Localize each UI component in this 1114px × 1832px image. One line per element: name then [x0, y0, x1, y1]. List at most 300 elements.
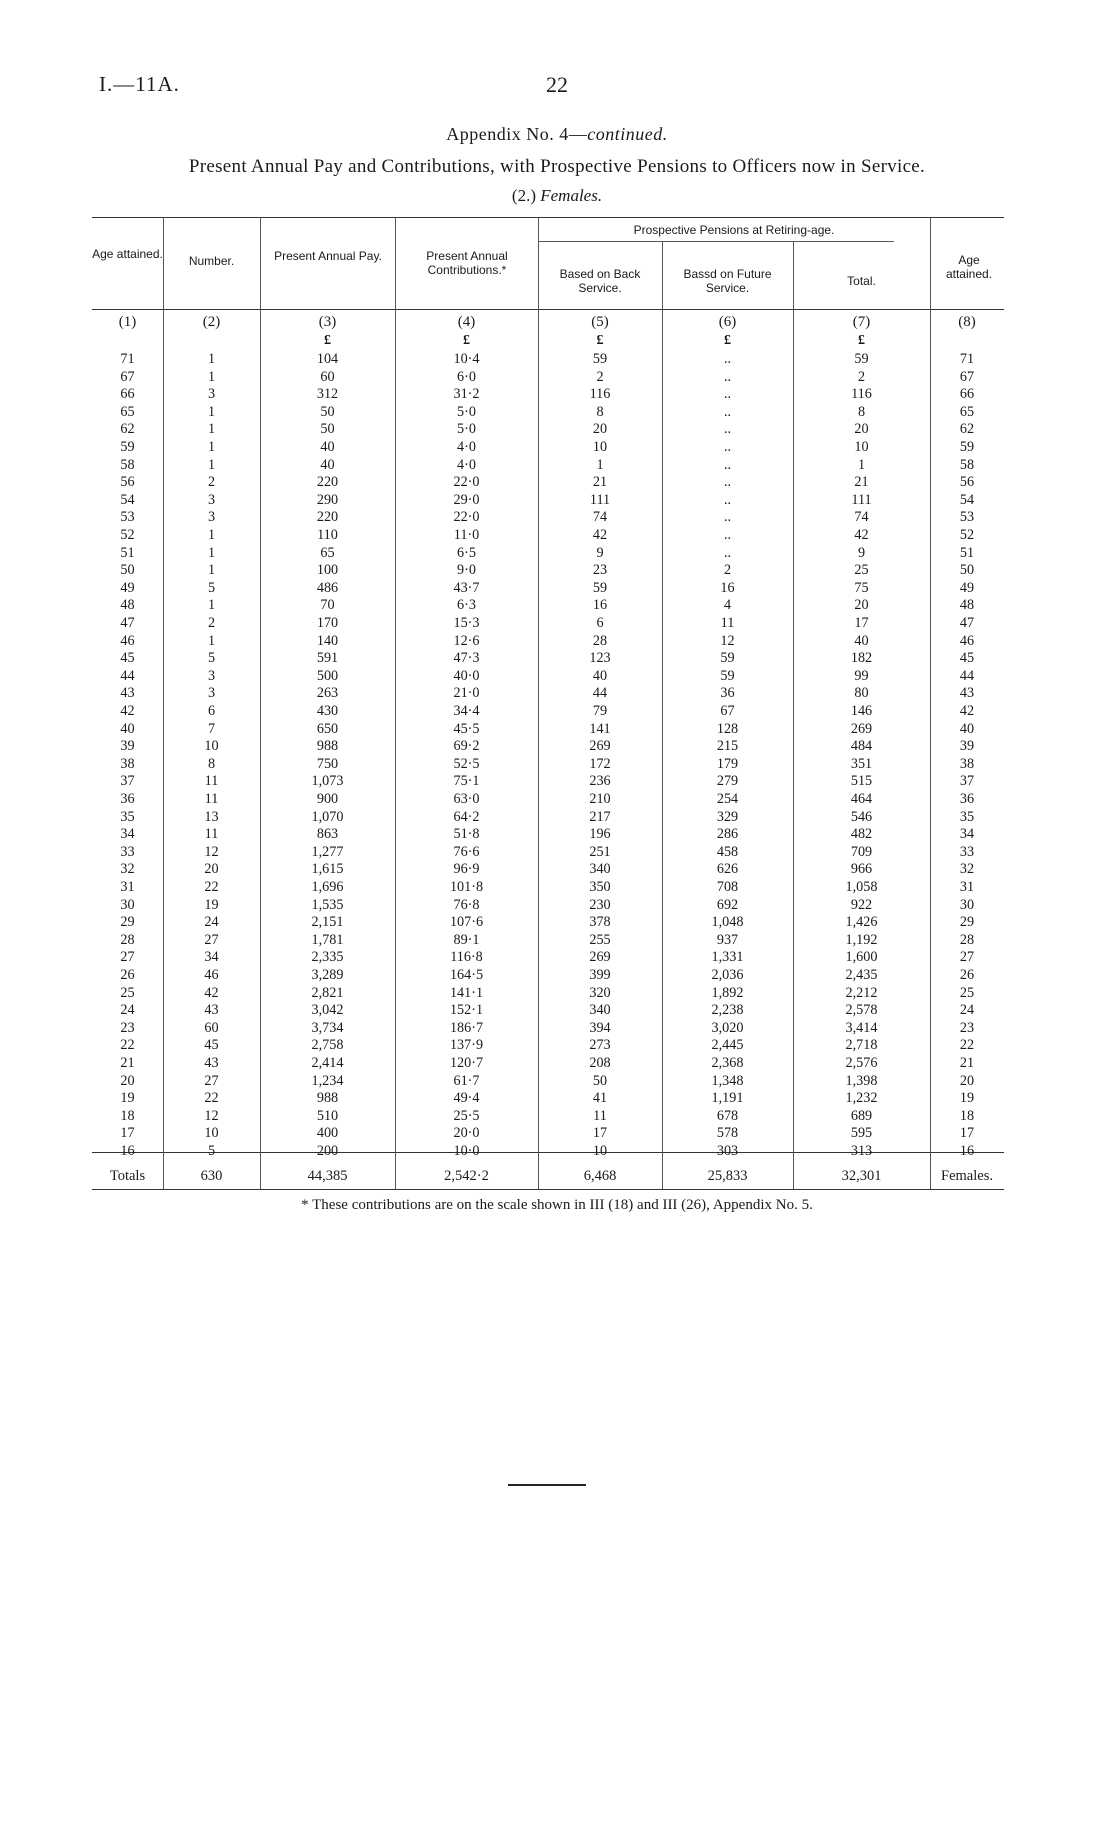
- cell-age: 66: [120, 386, 135, 403]
- cell-back-service: 172: [589, 755, 611, 772]
- header-total: Total.: [847, 274, 876, 288]
- cell-pay: 2,414: [311, 1055, 344, 1071]
- cell-number: 60: [204, 1019, 219, 1036]
- cell-age-right: 45: [959, 650, 975, 667]
- cell-age-right: 42: [959, 703, 975, 719]
- cell-age-right: 53: [959, 509, 975, 526]
- cell-contributions: 6·3: [457, 597, 476, 614]
- cell-pay: 50: [320, 421, 335, 438]
- cell-age: 36: [120, 791, 135, 807]
- cell-age-right: 31: [959, 879, 975, 895]
- cell-age: 62: [120, 421, 135, 438]
- cell-age-right: 38: [959, 755, 975, 772]
- cell-future-service: 36: [720, 685, 735, 702]
- table-row: [92, 580, 1004, 597]
- cell-age: 31: [120, 879, 135, 895]
- cell-pay: 510: [316, 1107, 339, 1124]
- cell-future-service: 937: [716, 931, 739, 948]
- cell-total: 59: [854, 351, 869, 367]
- subtitle-text: Females.: [540, 186, 603, 205]
- cell-pay: 1,696: [311, 879, 344, 895]
- cell-future-service: 279: [716, 773, 739, 790]
- column-number-6: (6): [718, 314, 737, 330]
- cell-total: 75: [854, 579, 869, 596]
- cell-age: 30: [120, 896, 135, 913]
- cell-pay: 988: [316, 1090, 339, 1107]
- cell-pay: 40: [320, 439, 335, 455]
- cell-pay: 2,151: [311, 914, 344, 931]
- cell-pay: 863: [316, 826, 339, 843]
- cell-total: 1: [857, 456, 866, 473]
- cell-age: 67: [120, 368, 135, 385]
- cell-total: 1,398: [845, 1072, 878, 1089]
- cell-contributions: 6·0: [457, 368, 476, 385]
- cell-contributions: 186·7: [449, 1019, 484, 1036]
- cell-contributions: 5·0: [457, 421, 476, 438]
- cell-total: 1,232: [845, 1090, 878, 1107]
- cell-future-service: 1,331: [711, 949, 744, 966]
- cell-age-right: 33: [959, 843, 975, 860]
- cell-age: 32: [120, 861, 135, 878]
- cell-total: 111: [851, 491, 872, 508]
- cell-number: 1: [207, 562, 216, 579]
- cell-pay: 65: [320, 544, 335, 561]
- cell-number: 46: [204, 967, 219, 983]
- cell-back-service: 208: [589, 1055, 611, 1071]
- cell-pay: 50: [320, 403, 335, 420]
- cell-back-service: 378: [589, 914, 611, 931]
- cell-total: 20: [854, 597, 869, 614]
- currency-contributions: £: [463, 333, 470, 348]
- cell-back-service: 111: [589, 491, 611, 508]
- cell-age: 71: [120, 351, 135, 367]
- cell-total: 17: [854, 615, 869, 631]
- cell-age-right: 47: [959, 615, 975, 631]
- cell-pay: 486: [316, 579, 339, 596]
- cell-age-right: 24: [959, 1002, 975, 1019]
- cell-contributions: 22·0: [453, 474, 480, 491]
- cell-age: 59: [120, 439, 135, 455]
- header-number: Number.: [188, 254, 235, 268]
- cell-age-right: 66: [959, 386, 975, 403]
- table-row: [92, 756, 1004, 773]
- cell-future-service: ..: [723, 509, 732, 526]
- cell-future-service: 59: [720, 667, 735, 684]
- table-row: [92, 826, 1004, 843]
- cell-back-service: 269: [589, 738, 611, 755]
- cell-number: 8: [207, 755, 216, 772]
- cell-age: 20: [120, 1072, 135, 1089]
- cell-age-right: 59: [959, 439, 975, 455]
- cell-total: 3,414: [845, 1019, 878, 1036]
- cell-pay: 60: [320, 368, 335, 385]
- pensions-group-rule: [538, 241, 894, 242]
- cell-back-service: 44: [592, 685, 608, 702]
- cell-age: 27: [120, 949, 135, 966]
- cell-age-right: 35: [959, 808, 975, 825]
- currency-total: £: [858, 333, 865, 348]
- pension-table: [92, 217, 1004, 1190]
- cell-age-right: 56: [959, 474, 975, 491]
- cell-total: 80: [854, 685, 869, 702]
- cell-contributions: 116·8: [450, 949, 483, 966]
- cell-back-service: 2: [596, 368, 604, 385]
- cell-contributions: 96·9: [453, 861, 480, 878]
- cell-back-service: 255: [589, 931, 611, 948]
- cell-age: 24: [120, 1002, 135, 1019]
- column-number-8: (8): [958, 314, 976, 330]
- cell-age-right: 67: [959, 368, 975, 385]
- cell-number: 22: [204, 879, 219, 895]
- table-row: [92, 1090, 1004, 1107]
- cell-back-service: 394: [589, 1019, 611, 1036]
- cell-age: 25: [120, 984, 135, 1001]
- cell-total: 2,576: [845, 1055, 878, 1071]
- totals-label: Totals: [109, 1168, 146, 1184]
- table-bottom-rule: [92, 1189, 1004, 1190]
- cell-contributions: 22·0: [453, 509, 480, 526]
- cell-contributions: 49·4: [453, 1090, 480, 1107]
- cell-contributions: 20·0: [453, 1125, 480, 1142]
- cell-total: 515: [850, 773, 873, 790]
- cell-back-service: 10: [592, 1143, 608, 1159]
- table-row: [92, 509, 1004, 526]
- column-number-2: (2): [202, 314, 221, 330]
- column-number-5: (5): [591, 314, 609, 330]
- cell-back-service: 21: [592, 474, 608, 491]
- cell-age: 23: [120, 1019, 135, 1036]
- cell-back-service: 1: [596, 456, 604, 473]
- cell-age: 58: [120, 456, 135, 473]
- table-row: [92, 615, 1004, 632]
- cell-contributions: 52·5: [453, 755, 480, 772]
- table-row: [92, 421, 1004, 438]
- table-row: [92, 439, 1004, 456]
- table-row: [92, 791, 1004, 808]
- cell-age-right: 21: [959, 1055, 975, 1071]
- cell-number: 12: [204, 843, 219, 860]
- cell-age: 45: [120, 650, 135, 667]
- footnote: * These contributions are on the scale shown in III (18) and III (26), Appendix No. 5.: [301, 1197, 813, 1213]
- cell-total: 1,426: [845, 914, 878, 931]
- cell-number: 11: [204, 773, 219, 790]
- table-row: [92, 1037, 1004, 1054]
- cell-contributions: 141·1: [449, 984, 484, 1001]
- cell-age: 42: [120, 703, 135, 719]
- cell-contributions: 25·5: [453, 1107, 480, 1124]
- cell-back-service: 340: [589, 861, 611, 878]
- cell-age-right: 29: [959, 914, 975, 931]
- cell-total: 74: [854, 509, 869, 526]
- cell-total: 9: [857, 544, 866, 561]
- table-row: [92, 650, 1004, 667]
- table-row: [92, 633, 1004, 650]
- cell-back-service: 16: [592, 597, 608, 614]
- cell-contributions: 29·0: [453, 491, 480, 508]
- cell-pay: 1,535: [311, 896, 344, 913]
- cell-future-service: ..: [723, 351, 732, 367]
- cell-total: 922: [850, 896, 873, 913]
- cell-back-service: 79: [592, 703, 608, 719]
- cell-number: 1: [207, 351, 216, 367]
- table-row: [92, 474, 1004, 491]
- cell-number: 1: [207, 421, 216, 438]
- table-row: [92, 914, 1004, 931]
- cell-contributions: 31·2: [453, 386, 480, 403]
- cell-pay: 170: [316, 615, 339, 631]
- cell-contributions: 75·1: [453, 773, 480, 790]
- cell-contributions: 64·2: [453, 808, 480, 825]
- cell-contributions: 40·0: [453, 667, 480, 684]
- cell-pay: 140: [316, 632, 339, 649]
- cell-contributions: 11·0: [453, 527, 480, 543]
- totals-number: 630: [200, 1168, 223, 1184]
- table-row: [92, 404, 1004, 421]
- cell-pay: 1,073: [311, 773, 344, 790]
- cell-number: 5: [207, 1143, 216, 1159]
- cell-age-right: 54: [959, 491, 975, 508]
- cell-age-right: 71: [959, 351, 975, 367]
- cell-number: 6: [207, 703, 216, 719]
- cell-pay: 290: [316, 491, 339, 508]
- cell-age: 46: [120, 632, 135, 649]
- cell-number: 27: [204, 1072, 219, 1089]
- cell-contributions: 89·1: [453, 931, 480, 948]
- page-reference: I.—11A.: [99, 72, 180, 96]
- cell-number: 1: [207, 439, 216, 455]
- cell-future-service: 286: [716, 826, 739, 843]
- cell-future-service: 12: [720, 632, 735, 649]
- cell-total: 2,435: [845, 967, 878, 983]
- cell-number: 3: [207, 386, 216, 403]
- cell-age-right: 44: [959, 667, 975, 684]
- cell-total: 595: [850, 1125, 873, 1142]
- cell-pay: 500: [316, 667, 339, 684]
- cell-age-right: 51: [959, 544, 975, 561]
- totals-total: 32,301: [841, 1168, 882, 1184]
- cell-back-service: 20: [592, 421, 608, 438]
- cell-future-service: 215: [716, 738, 739, 755]
- header-contributions: Present Annual Contributions.*: [426, 249, 508, 277]
- cell-number: 1: [207, 597, 216, 614]
- table-row: [92, 1108, 1004, 1125]
- cell-contributions: 63·0: [453, 791, 480, 807]
- cell-pay: 591: [316, 650, 339, 667]
- cell-contributions: 45·5: [453, 720, 480, 737]
- cell-pay: 2,335: [311, 949, 344, 966]
- cell-future-service: 11: [720, 615, 735, 631]
- page-number: 22: [546, 72, 568, 97]
- cell-contributions: 9·0: [457, 562, 476, 579]
- cell-age-right: 46: [959, 632, 975, 649]
- cell-contributions: 43·7: [453, 579, 480, 596]
- cell-number: 34: [204, 949, 219, 966]
- cell-pay: 3,734: [311, 1019, 344, 1036]
- cell-number: 3: [207, 685, 216, 702]
- cell-pay: 104: [316, 351, 339, 367]
- cell-contributions: 5·0: [457, 403, 476, 420]
- header-age-right: Age attained.: [945, 253, 993, 281]
- cell-contributions: 69·2: [453, 738, 480, 755]
- cell-contributions: 10·4: [453, 351, 480, 367]
- table-row: [92, 1143, 1004, 1160]
- cell-total: 25: [854, 562, 869, 579]
- table-title: Present Annual Pay and Contributions, with Prospective Pensions to Officers now in Service.: [188, 156, 926, 177]
- cell-contributions: 120·7: [449, 1055, 484, 1071]
- cell-age: 51: [120, 544, 135, 561]
- cell-number: 1: [207, 632, 216, 649]
- cell-back-service: 40: [592, 667, 608, 684]
- cell-pay: 110: [317, 527, 338, 543]
- cell-future-service: 4: [723, 597, 732, 614]
- cell-future-service: 458: [716, 843, 739, 860]
- cell-contributions: 12·6: [453, 632, 480, 649]
- cell-age-right: 65: [959, 403, 975, 420]
- table-row: [92, 967, 1004, 984]
- cell-age: 43: [120, 685, 135, 702]
- cell-future-service: 2: [723, 562, 732, 579]
- cell-age: 19: [120, 1090, 135, 1107]
- cell-future-service: 2,036: [711, 967, 744, 983]
- cell-total: 269: [850, 720, 873, 737]
- cell-number: 19: [204, 896, 219, 913]
- cell-future-service: ..: [723, 386, 732, 403]
- subtitle-prefix: (2.): [511, 186, 541, 205]
- table-row: [92, 879, 1004, 896]
- cell-age: 50: [120, 562, 135, 579]
- cell-number: 2: [207, 615, 216, 631]
- cell-pay: 3,289: [311, 967, 344, 983]
- cell-future-service: 692: [716, 896, 739, 913]
- cell-total: 182: [850, 650, 873, 667]
- cell-total: 313: [850, 1143, 873, 1159]
- cell-back-service: 399: [589, 967, 611, 983]
- appendix-title: Appendix No. 4—: [446, 124, 588, 144]
- table-row: [92, 545, 1004, 562]
- table-row: [92, 668, 1004, 685]
- table-row: [92, 1073, 1004, 1090]
- cell-number: 27: [204, 931, 219, 948]
- cell-future-service: 578: [716, 1125, 739, 1142]
- table-row: [92, 861, 1004, 878]
- cell-age: 22: [120, 1037, 135, 1054]
- table-row: [92, 492, 1004, 509]
- cell-contributions: 61·7: [453, 1072, 480, 1089]
- cell-age-right: 39: [959, 738, 975, 755]
- cell-number: 43: [204, 1055, 219, 1071]
- cell-total: 2,212: [845, 984, 878, 1001]
- table-row: [92, 1125, 1004, 1142]
- end-rule: [508, 1484, 586, 1486]
- cell-total: 2,578: [845, 1002, 878, 1019]
- cell-age: 52: [120, 527, 135, 543]
- cell-future-service: ..: [723, 474, 732, 491]
- cell-total: 1,600: [845, 949, 878, 966]
- cell-future-service: 329: [716, 808, 739, 825]
- cell-age: 18: [120, 1107, 135, 1124]
- cell-back-service: 17: [592, 1125, 608, 1142]
- cell-pay: 220: [316, 474, 339, 491]
- cell-pay: 40: [320, 456, 335, 473]
- cell-pay: 100: [316, 562, 339, 579]
- table-row: [92, 351, 1004, 368]
- cell-pay: 988: [316, 738, 339, 755]
- cell-back-service: 196: [589, 826, 611, 843]
- cell-pay: 2,821: [311, 984, 344, 1001]
- cell-contributions: 47·3: [453, 650, 480, 667]
- cell-pay: 650: [316, 720, 339, 737]
- cell-future-service: ..: [723, 403, 732, 420]
- appendix-heading: [0, 124, 1114, 145]
- table-row: [92, 985, 1004, 1002]
- cell-back-service: 10: [592, 439, 608, 455]
- header-pensions-group: Prospective Pensions at Retiring-age.: [633, 223, 835, 237]
- cell-age-right: 16: [959, 1143, 975, 1159]
- totals-back-service: 6,468: [583, 1168, 617, 1184]
- cell-future-service: 16: [720, 579, 735, 596]
- cell-total: 546: [850, 808, 873, 825]
- header-back-service: Based on Back Service.: [559, 267, 641, 295]
- cell-age-right: 36: [959, 791, 975, 807]
- cell-total: 2: [857, 368, 866, 385]
- cell-pay: 1,615: [311, 861, 344, 878]
- cell-age-right: 62: [959, 421, 975, 438]
- cell-age-right: 32: [959, 861, 975, 878]
- cell-future-service: 3,020: [711, 1019, 744, 1036]
- header-pay: Present Annual Pay.: [274, 249, 382, 263]
- cell-total: 116: [851, 386, 872, 403]
- cell-future-service: 128: [716, 720, 739, 737]
- cell-back-service: 8: [596, 403, 604, 420]
- cell-age: 56: [120, 474, 135, 491]
- cell-age-right: 25: [959, 984, 975, 1001]
- cell-future-service: ..: [723, 456, 732, 473]
- cell-number: 1: [207, 456, 216, 473]
- cell-total: 966: [850, 861, 873, 878]
- cell-number: 22: [204, 1090, 219, 1107]
- cell-pay: 750: [316, 755, 339, 772]
- cell-age: 48: [120, 597, 135, 614]
- cell-total: 464: [850, 791, 873, 807]
- cell-age: 26: [120, 967, 135, 983]
- cell-age: 65: [120, 403, 135, 420]
- cell-back-service: 320: [589, 984, 611, 1001]
- cell-pay: 2,758: [311, 1037, 344, 1054]
- table-row: [92, 562, 1004, 579]
- cell-contributions: 107·6: [449, 914, 484, 931]
- cell-pay: 900: [316, 791, 339, 807]
- totals-females: Females.: [941, 1168, 993, 1184]
- cell-back-service: 6: [596, 615, 604, 631]
- cell-age: 44: [120, 667, 135, 684]
- cell-total: 482: [850, 826, 873, 843]
- header-age: Age attained.: [92, 247, 163, 261]
- cell-future-service: 303: [716, 1143, 739, 1159]
- cell-back-service: 50: [592, 1072, 608, 1089]
- table-row: [92, 773, 1004, 790]
- cell-pay: 263: [316, 685, 339, 702]
- column-number-7: (7): [852, 314, 871, 330]
- cell-age-right: 52: [959, 527, 975, 543]
- cell-future-service: ..: [723, 439, 732, 455]
- cell-pay: 400: [316, 1125, 339, 1142]
- cell-back-service: 41: [592, 1090, 608, 1107]
- cell-number: 20: [204, 861, 219, 878]
- cell-number: 12: [204, 1107, 219, 1124]
- cell-pay: 1,277: [311, 843, 344, 860]
- cell-age: 39: [120, 738, 135, 755]
- cell-number: 2: [207, 474, 216, 491]
